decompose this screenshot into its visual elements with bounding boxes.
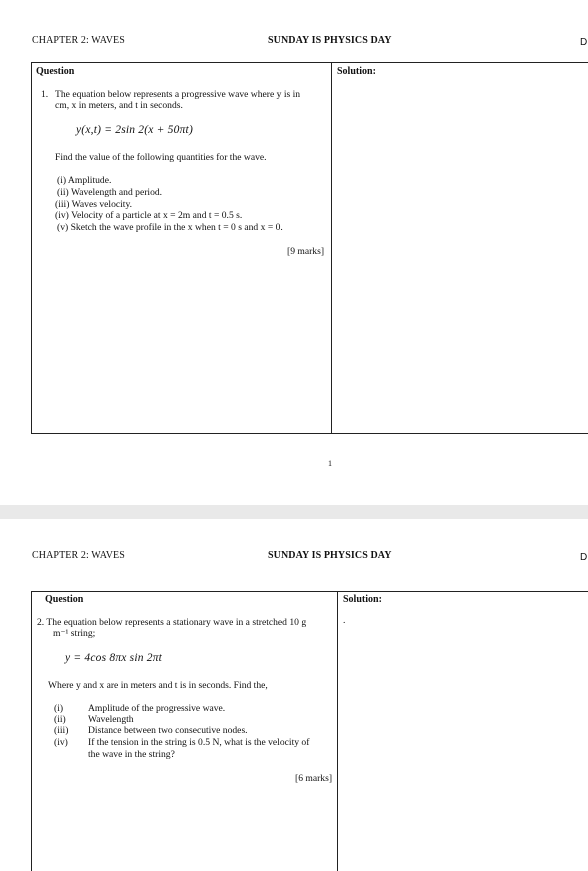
part-label: (i) <box>54 703 64 714</box>
question-table <box>31 62 588 434</box>
part-text: Amplitude of the progressive wave. <box>88 703 226 714</box>
marks-label: [9 marks] <box>287 246 325 257</box>
question-intro-line-2: cm, x in meters, and t in seconds. <box>55 100 183 111</box>
question-cell <box>32 63 332 434</box>
solution-cell <box>338 592 588 871</box>
part-text: Wavelength <box>88 714 134 725</box>
question-intro-line-1: 2. The equation below represents a stationary wave in a stretched 10 g <box>37 617 307 628</box>
wave-equation: y = 4cos 8πx sin 2πt <box>65 652 163 664</box>
chapter-header: CHAPTER 2: WAVES <box>32 35 125 46</box>
find-instruction: Find the value of the following quantities for the wave. <box>55 152 267 163</box>
page-number: 1 <box>328 459 332 468</box>
part-iii: (iii) Waves velocity. <box>55 199 133 210</box>
cut-off-header-text: D <box>580 37 588 48</box>
solution-cell <box>332 63 588 434</box>
question-table <box>31 591 588 871</box>
part-i: (i) Amplitude. <box>57 175 112 186</box>
question-cell <box>32 592 338 871</box>
part-label: (ii) <box>54 714 66 725</box>
cut-off-header-text: D <box>580 552 588 563</box>
part-iv <box>54 737 309 748</box>
wave-equation: y(x,t) = 2sin 2(x + 50πt) <box>76 124 193 136</box>
question-heading: Question <box>36 66 75 77</box>
worksheet-page-2 <box>0 519 588 871</box>
part-ii: (ii) Wavelength and period. <box>57 187 163 198</box>
page-header-title: SUNDAY IS PHYSICS DAY <box>268 550 392 561</box>
solution-mark: . <box>343 615 346 626</box>
part-label: (iv) <box>54 737 68 748</box>
solution-heading: Solution: <box>343 594 382 605</box>
question-heading: Question <box>45 594 84 605</box>
part-ii <box>54 714 134 725</box>
page-header-title: SUNDAY IS PHYSICS DAY <box>268 35 392 46</box>
chapter-header: CHAPTER 2: WAVES <box>32 550 125 561</box>
part-i <box>54 703 225 714</box>
part-iii <box>54 725 248 736</box>
solution-heading: Solution: <box>337 66 376 77</box>
question-intro-line-2: m⁻¹ string; <box>53 628 96 639</box>
find-instruction: Where y and x are in meters and t is in seconds. Find the, <box>48 680 268 691</box>
part-text: If the tension in the string is 0.5 N, what is the velocity of <box>88 737 310 748</box>
question-number: 1. <box>41 89 49 100</box>
part-v: (v) Sketch the wave profile in the x when t = 0 s and x = 0. <box>57 222 283 233</box>
question-intro-line-1: The equation below represents a progressive wave where y is in <box>55 89 301 100</box>
part-text: Distance between two consecutive nodes. <box>88 725 248 736</box>
marks-label: [6 marks] <box>295 773 333 784</box>
part-iv-continued: the wave in the string? <box>88 749 175 760</box>
part-iv: (iv) Velocity of a particle at x = 2m and t = 0.5 s. <box>55 210 243 221</box>
part-label: (iii) <box>54 725 69 736</box>
